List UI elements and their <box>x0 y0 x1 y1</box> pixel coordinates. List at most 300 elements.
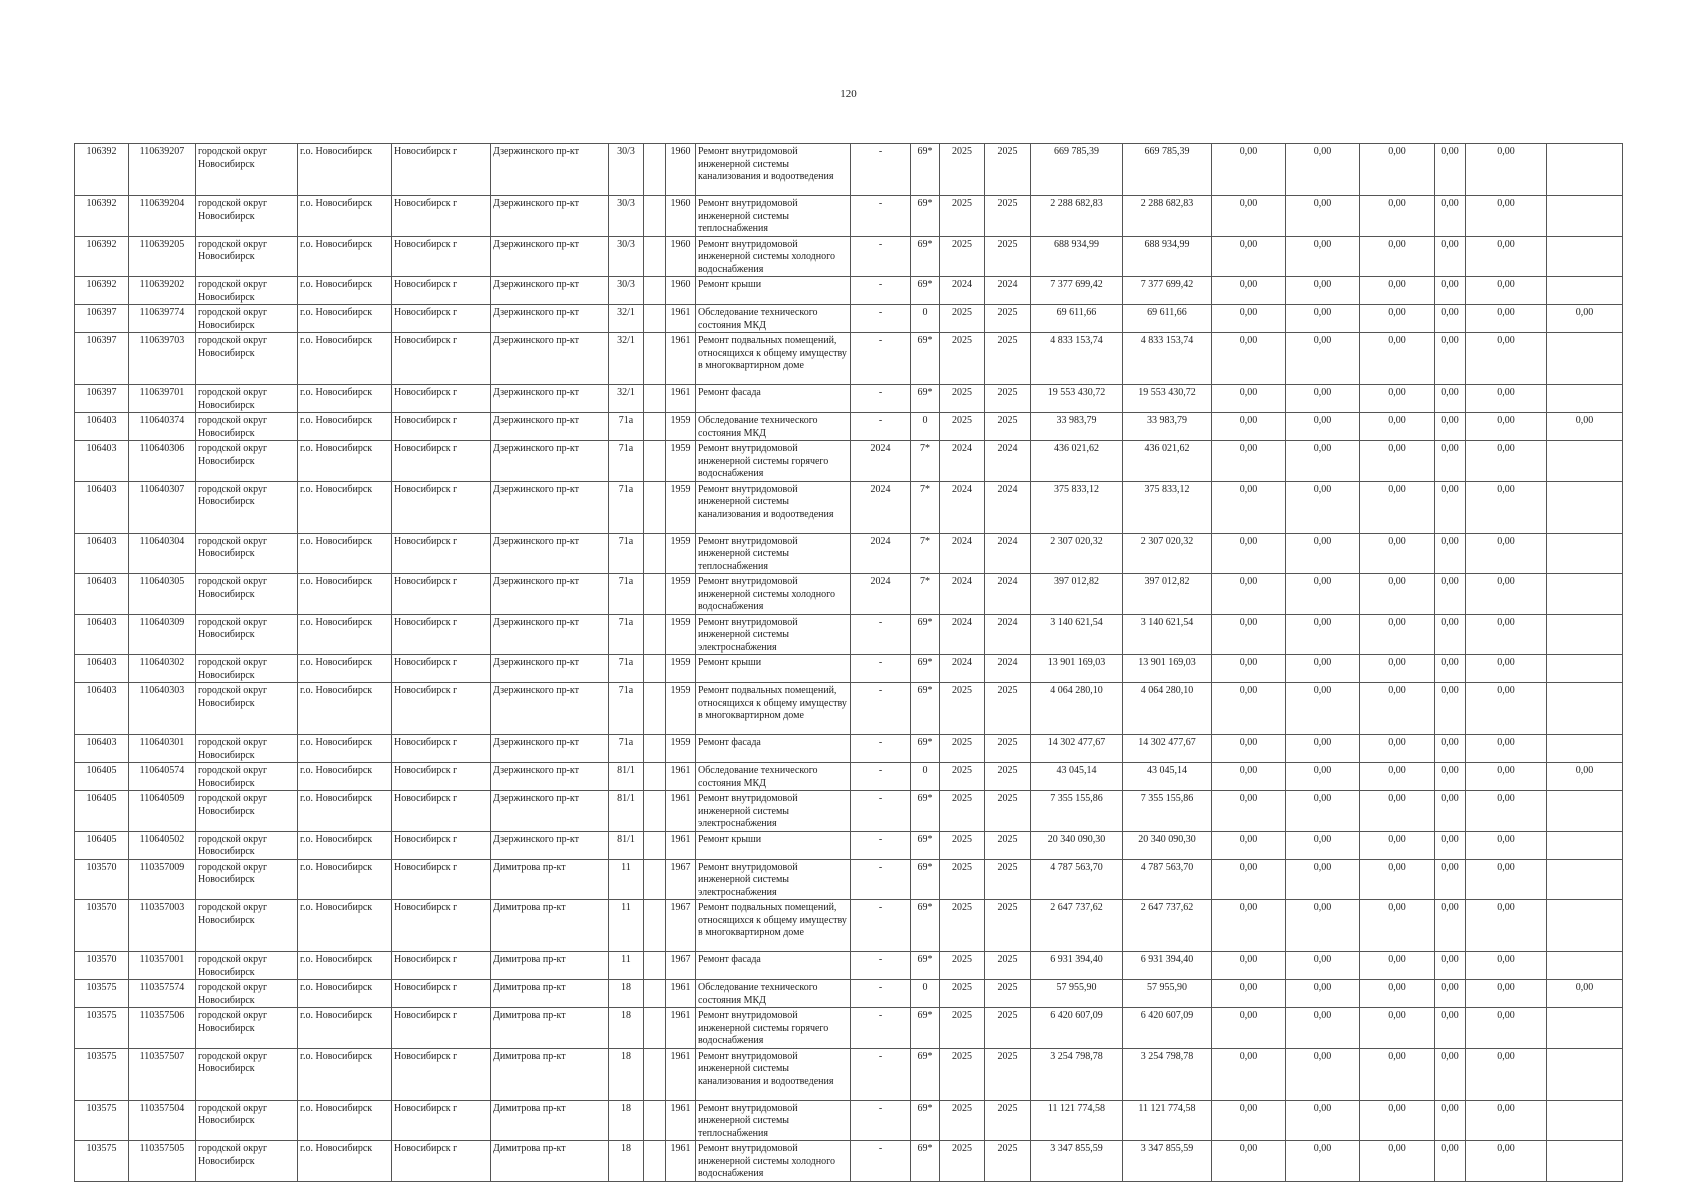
cell-street: Дзержинского пр-кт <box>491 441 609 482</box>
cell-start: 2025 <box>940 236 985 277</box>
cell-v2: 0,00 <box>1286 144 1360 196</box>
cell-v4: 0,00 <box>1435 144 1466 196</box>
cell-city: Новосибирск г <box>392 735 491 763</box>
cell-prev: - <box>851 831 911 859</box>
cell-corp <box>644 980 666 1008</box>
cell-corp <box>644 859 666 900</box>
cell-v6 <box>1547 735 1623 763</box>
cell-end: 2025 <box>985 196 1031 237</box>
cell-v1: 0,00 <box>1212 831 1286 859</box>
cell-v5: 0,00 <box>1466 277 1547 305</box>
cell-year: 1959 <box>666 735 696 763</box>
cell-wear: 69* <box>911 683 940 735</box>
cell-id: 106403 <box>75 481 129 533</box>
cell-total: 33 983,79 <box>1031 413 1123 441</box>
cell-start: 2025 <box>940 859 985 900</box>
cell-code: 110640509 <box>129 791 196 832</box>
cell-id: 106405 <box>75 763 129 791</box>
cell-start: 2024 <box>940 533 985 574</box>
cell-district: городской округ Новосибирск <box>196 791 298 832</box>
cell-id: 106403 <box>75 441 129 482</box>
cell-year: 1961 <box>666 305 696 333</box>
cell-total: 2 288 682,83 <box>1031 196 1123 237</box>
cell-year: 1961 <box>666 791 696 832</box>
cell-v6 <box>1547 481 1623 533</box>
cell-fund: 20 340 090,30 <box>1123 831 1212 859</box>
cell-v6 <box>1547 333 1623 385</box>
cell-wear: 69* <box>911 614 940 655</box>
cell-start: 2025 <box>940 980 985 1008</box>
cell-start: 2025 <box>940 831 985 859</box>
cell-total: 669 785,39 <box>1031 144 1123 196</box>
cell-code: 110640302 <box>129 655 196 683</box>
cell-code: 110639204 <box>129 196 196 237</box>
cell-end: 2024 <box>985 441 1031 482</box>
cell-wear: 69* <box>911 333 940 385</box>
cell-street: Дзержинского пр-кт <box>491 655 609 683</box>
cell-street: Дзержинского пр-кт <box>491 683 609 735</box>
cell-city: Новосибирск г <box>392 791 491 832</box>
cell-v2: 0,00 <box>1286 614 1360 655</box>
cell-total: 4 787 563,70 <box>1031 859 1123 900</box>
cell-v6 <box>1547 614 1623 655</box>
cell-district: городской округ Новосибирск <box>196 333 298 385</box>
cell-v2: 0,00 <box>1286 655 1360 683</box>
table-row <box>75 1141 1623 1182</box>
cell-year: 1959 <box>666 441 696 482</box>
cell-v4: 0,00 <box>1435 385 1466 413</box>
cell-house: 30/3 <box>609 277 644 305</box>
cell-street: Дзержинского пр-кт <box>491 333 609 385</box>
cell-year: 1961 <box>666 831 696 859</box>
cell-wear: 69* <box>911 1008 940 1049</box>
table-row <box>75 277 1623 305</box>
cell-fund: 3 254 798,78 <box>1123 1048 1212 1100</box>
cell-start: 2025 <box>940 900 985 952</box>
cell-work: Ремонт крыши <box>696 655 851 683</box>
cell-district: городской округ Новосибирск <box>196 413 298 441</box>
cell-city: Новосибирск г <box>392 1048 491 1100</box>
cell-id: 106403 <box>75 574 129 615</box>
cell-work: Ремонт внутридомовой инженерной системы горячего водоснабжения <box>696 1008 851 1049</box>
cell-corp <box>644 236 666 277</box>
cell-code: 110639207 <box>129 144 196 196</box>
cell-v6 <box>1547 859 1623 900</box>
cell-district: городской округ Новосибирск <box>196 533 298 574</box>
cell-v4: 0,00 <box>1435 236 1466 277</box>
cell-start: 2024 <box>940 441 985 482</box>
cell-work: Ремонт подвальных помещений, относящихся к общему имуществу в многоквартирном доме <box>696 900 851 952</box>
cell-district: городской округ Новосибирск <box>196 859 298 900</box>
cell-corp <box>644 333 666 385</box>
cell-city: Новосибирск г <box>392 333 491 385</box>
cell-id: 106392 <box>75 236 129 277</box>
cell-v1: 0,00 <box>1212 1048 1286 1100</box>
cell-fund: 436 021,62 <box>1123 441 1212 482</box>
cell-wear: 69* <box>911 952 940 980</box>
cell-house: 71а <box>609 614 644 655</box>
cell-street: Димитрова пр-кт <box>491 952 609 980</box>
cell-code: 110357507 <box>129 1048 196 1100</box>
cell-work: Ремонт внутридомовой инженерной системы холодного водоснабжения <box>696 574 851 615</box>
cell-code: 110640307 <box>129 481 196 533</box>
cell-municipality: г.о. Новосибирск <box>298 413 392 441</box>
cell-work: Ремонт внутридомовой инженерной системы электроснабжения <box>696 859 851 900</box>
cell-v2: 0,00 <box>1286 952 1360 980</box>
cell-v3: 0,00 <box>1360 196 1435 237</box>
cell-house: 11 <box>609 859 644 900</box>
cell-total: 20 340 090,30 <box>1031 831 1123 859</box>
cell-v6 <box>1547 441 1623 482</box>
cell-work: Ремонт внутридомовой инженерной системы канализования и водоотведения <box>696 1048 851 1100</box>
cell-code: 110357001 <box>129 952 196 980</box>
cell-city: Новосибирск г <box>392 574 491 615</box>
cell-end: 2025 <box>985 413 1031 441</box>
table-row <box>75 791 1623 832</box>
cell-v2: 0,00 <box>1286 533 1360 574</box>
table-row <box>75 305 1623 333</box>
cell-municipality: г.о. Новосибирск <box>298 614 392 655</box>
cell-corp <box>644 413 666 441</box>
table-row <box>75 533 1623 574</box>
cell-v4: 0,00 <box>1435 859 1466 900</box>
cell-fund: 688 934,99 <box>1123 236 1212 277</box>
cell-district: городской округ Новосибирск <box>196 614 298 655</box>
cell-v6 <box>1547 1100 1623 1141</box>
cell-wear: 69* <box>911 859 940 900</box>
cell-v2: 0,00 <box>1286 1100 1360 1141</box>
cell-city: Новосибирск г <box>392 831 491 859</box>
cell-total: 43 045,14 <box>1031 763 1123 791</box>
cell-end: 2025 <box>985 900 1031 952</box>
cell-street: Дзержинского пр-кт <box>491 236 609 277</box>
cell-code: 110640374 <box>129 413 196 441</box>
cell-id: 106403 <box>75 614 129 655</box>
table-row <box>75 1100 1623 1141</box>
cell-code: 110639202 <box>129 277 196 305</box>
cell-v5: 0,00 <box>1466 735 1547 763</box>
cell-v1: 0,00 <box>1212 1008 1286 1049</box>
cell-v5: 0,00 <box>1466 481 1547 533</box>
cell-total: 7 377 699,42 <box>1031 277 1123 305</box>
cell-v5: 0,00 <box>1466 413 1547 441</box>
cell-work: Ремонт фасада <box>696 952 851 980</box>
table-row <box>75 1048 1623 1100</box>
cell-end: 2025 <box>985 144 1031 196</box>
cell-v3: 0,00 <box>1360 533 1435 574</box>
cell-total: 2 307 020,32 <box>1031 533 1123 574</box>
cell-v4: 0,00 <box>1435 196 1466 237</box>
cell-prev: - <box>851 980 911 1008</box>
cell-wear: 69* <box>911 277 940 305</box>
cell-code: 110639205 <box>129 236 196 277</box>
cell-end: 2024 <box>985 574 1031 615</box>
cell-street: Дзержинского пр-кт <box>491 196 609 237</box>
cell-id: 103575 <box>75 1048 129 1100</box>
repair-register-table <box>74 143 1623 1182</box>
cell-prev: - <box>851 952 911 980</box>
cell-corp <box>644 900 666 952</box>
cell-v2: 0,00 <box>1286 980 1360 1008</box>
cell-v5: 0,00 <box>1466 683 1547 735</box>
cell-v3: 0,00 <box>1360 277 1435 305</box>
cell-start: 2024 <box>940 614 985 655</box>
cell-end: 2025 <box>985 305 1031 333</box>
table-row <box>75 735 1623 763</box>
cell-v6 <box>1547 791 1623 832</box>
cell-street: Дзержинского пр-кт <box>491 735 609 763</box>
cell-house: 81/1 <box>609 791 644 832</box>
cell-city: Новосибирск г <box>392 980 491 1008</box>
cell-start: 2025 <box>940 683 985 735</box>
cell-v2: 0,00 <box>1286 859 1360 900</box>
cell-work: Обследование технического состояния МКД <box>696 763 851 791</box>
cell-municipality: г.о. Новосибирск <box>298 1100 392 1141</box>
cell-v1: 0,00 <box>1212 413 1286 441</box>
cell-v5: 0,00 <box>1466 1048 1547 1100</box>
cell-fund: 375 833,12 <box>1123 481 1212 533</box>
cell-corp <box>644 683 666 735</box>
cell-street: Димитрова пр-кт <box>491 859 609 900</box>
cell-wear: 69* <box>911 144 940 196</box>
cell-work: Ремонт внутридомовой инженерной системы теплоснабжения <box>696 196 851 237</box>
cell-v5: 0,00 <box>1466 763 1547 791</box>
cell-end: 2025 <box>985 859 1031 900</box>
cell-fund: 33 983,79 <box>1123 413 1212 441</box>
cell-v6 <box>1547 900 1623 952</box>
cell-house: 18 <box>609 1100 644 1141</box>
cell-year: 1961 <box>666 333 696 385</box>
cell-municipality: г.о. Новосибирск <box>298 333 392 385</box>
cell-v6 <box>1547 1008 1623 1049</box>
cell-v1: 0,00 <box>1212 952 1286 980</box>
cell-corp <box>644 1100 666 1141</box>
cell-v5: 0,00 <box>1466 574 1547 615</box>
cell-work: Ремонт фасада <box>696 735 851 763</box>
cell-district: городской округ Новосибирск <box>196 735 298 763</box>
cell-corp <box>644 614 666 655</box>
cell-v2: 0,00 <box>1286 1141 1360 1182</box>
cell-v5: 0,00 <box>1466 1008 1547 1049</box>
cell-fund: 4 064 280,10 <box>1123 683 1212 735</box>
cell-start: 2025 <box>940 413 985 441</box>
cell-house: 18 <box>609 980 644 1008</box>
cell-year: 1959 <box>666 614 696 655</box>
cell-v6 <box>1547 1048 1623 1100</box>
cell-v1: 0,00 <box>1212 441 1286 482</box>
cell-total: 4 064 280,10 <box>1031 683 1123 735</box>
cell-year: 1967 <box>666 859 696 900</box>
cell-id: 106392 <box>75 196 129 237</box>
cell-work: Ремонт подвальных помещений, относящихся к общему имуществу в многоквартирном доме <box>696 333 851 385</box>
table-row <box>75 831 1623 859</box>
cell-v4: 0,00 <box>1435 574 1466 615</box>
table-row <box>75 441 1623 482</box>
cell-wear: 69* <box>911 385 940 413</box>
cell-v6 <box>1547 144 1623 196</box>
cell-street: Димитрова пр-кт <box>491 1141 609 1182</box>
cell-municipality: г.о. Новосибирск <box>298 683 392 735</box>
cell-v4: 0,00 <box>1435 1008 1466 1049</box>
table-row <box>75 952 1623 980</box>
cell-total: 6 931 394,40 <box>1031 952 1123 980</box>
cell-v5: 0,00 <box>1466 791 1547 832</box>
cell-house: 81/1 <box>609 763 644 791</box>
cell-v3: 0,00 <box>1360 735 1435 763</box>
cell-house: 81/1 <box>609 831 644 859</box>
cell-v6 <box>1547 952 1623 980</box>
cell-v5: 0,00 <box>1466 385 1547 413</box>
cell-prev: 2024 <box>851 533 911 574</box>
cell-v6 <box>1547 831 1623 859</box>
table-row <box>75 763 1623 791</box>
cell-v1: 0,00 <box>1212 574 1286 615</box>
cell-corp <box>644 791 666 832</box>
cell-house: 71а <box>609 735 644 763</box>
cell-corp <box>644 441 666 482</box>
cell-municipality: г.о. Новосибирск <box>298 859 392 900</box>
cell-work: Ремонт внутридомовой инженерной системы канализования и водоотведения <box>696 481 851 533</box>
cell-code: 110640502 <box>129 831 196 859</box>
cell-code: 110640303 <box>129 683 196 735</box>
cell-v6: 0,00 <box>1547 763 1623 791</box>
cell-prev: - <box>851 1008 911 1049</box>
cell-code: 110357504 <box>129 1100 196 1141</box>
cell-v5: 0,00 <box>1466 980 1547 1008</box>
cell-corp <box>644 655 666 683</box>
cell-corp <box>644 481 666 533</box>
cell-v4: 0,00 <box>1435 441 1466 482</box>
cell-house: 18 <box>609 1048 644 1100</box>
cell-prev: - <box>851 1048 911 1100</box>
cell-id: 106397 <box>75 385 129 413</box>
cell-municipality: г.о. Новосибирск <box>298 441 392 482</box>
cell-code: 110640574 <box>129 763 196 791</box>
cell-district: городской округ Новосибирск <box>196 831 298 859</box>
cell-start: 2024 <box>940 481 985 533</box>
cell-v2: 0,00 <box>1286 1008 1360 1049</box>
cell-street: Дзержинского пр-кт <box>491 831 609 859</box>
cell-id: 106405 <box>75 791 129 832</box>
cell-municipality: г.о. Новосибирск <box>298 831 392 859</box>
cell-v3: 0,00 <box>1360 791 1435 832</box>
cell-house: 30/3 <box>609 236 644 277</box>
cell-id: 103575 <box>75 1141 129 1182</box>
cell-v5: 0,00 <box>1466 196 1547 237</box>
cell-v4: 0,00 <box>1435 831 1466 859</box>
cell-id: 106392 <box>75 277 129 305</box>
cell-fund: 7 377 699,42 <box>1123 277 1212 305</box>
cell-id: 106405 <box>75 831 129 859</box>
cell-municipality: г.о. Новосибирск <box>298 952 392 980</box>
cell-v1: 0,00 <box>1212 385 1286 413</box>
cell-v3: 0,00 <box>1360 305 1435 333</box>
cell-code: 110640305 <box>129 574 196 615</box>
cell-district: городской округ Новосибирск <box>196 144 298 196</box>
cell-end: 2025 <box>985 385 1031 413</box>
table-row <box>75 385 1623 413</box>
cell-house: 71а <box>609 413 644 441</box>
table-row <box>75 481 1623 533</box>
cell-city: Новосибирск г <box>392 763 491 791</box>
cell-municipality: г.о. Новосибирск <box>298 574 392 615</box>
cell-city: Новосибирск г <box>392 1008 491 1049</box>
cell-v2: 0,00 <box>1286 900 1360 952</box>
table-row <box>75 1008 1623 1049</box>
cell-work: Ремонт подвальных помещений, относящихся к общему имуществу в многоквартирном доме <box>696 683 851 735</box>
cell-municipality: г.о. Новосибирск <box>298 735 392 763</box>
cell-total: 57 955,90 <box>1031 980 1123 1008</box>
cell-house: 71а <box>609 441 644 482</box>
cell-street: Дзержинского пр-кт <box>491 533 609 574</box>
cell-street: Дзержинского пр-кт <box>491 385 609 413</box>
cell-work: Ремонт внутридомовой инженерной системы холодного водоснабжения <box>696 1141 851 1182</box>
cell-fund: 2 288 682,83 <box>1123 196 1212 237</box>
cell-v1: 0,00 <box>1212 305 1286 333</box>
cell-house: 71а <box>609 574 644 615</box>
cell-total: 3 347 855,59 <box>1031 1141 1123 1182</box>
cell-prev: - <box>851 1141 911 1182</box>
cell-city: Новосибирск г <box>392 859 491 900</box>
cell-fund: 2 307 020,32 <box>1123 533 1212 574</box>
cell-start: 2025 <box>940 1008 985 1049</box>
table-row <box>75 574 1623 615</box>
cell-v2: 0,00 <box>1286 481 1360 533</box>
cell-municipality: г.о. Новосибирск <box>298 481 392 533</box>
cell-year: 1961 <box>666 1048 696 1100</box>
cell-fund: 397 012,82 <box>1123 574 1212 615</box>
cell-year: 1959 <box>666 533 696 574</box>
cell-work: Обследование технического состояния МКД <box>696 980 851 1008</box>
cell-street: Димитрова пр-кт <box>491 980 609 1008</box>
cell-house: 11 <box>609 952 644 980</box>
cell-city: Новосибирск г <box>392 952 491 980</box>
cell-street: Дзержинского пр-кт <box>491 574 609 615</box>
cell-end: 2025 <box>985 763 1031 791</box>
cell-id: 103570 <box>75 859 129 900</box>
cell-city: Новосибирск г <box>392 900 491 952</box>
cell-v2: 0,00 <box>1286 236 1360 277</box>
cell-v4: 0,00 <box>1435 980 1466 1008</box>
cell-end: 2024 <box>985 655 1031 683</box>
cell-start: 2024 <box>940 574 985 615</box>
cell-district: городской округ Новосибирск <box>196 1141 298 1182</box>
cell-year: 1960 <box>666 236 696 277</box>
cell-work: Ремонт внутридомовой инженерной системы теплоснабжения <box>696 1100 851 1141</box>
cell-street: Дзержинского пр-кт <box>491 305 609 333</box>
cell-v4: 0,00 <box>1435 763 1466 791</box>
cell-start: 2025 <box>940 791 985 832</box>
cell-municipality: г.о. Новосибирск <box>298 277 392 305</box>
table-row <box>75 859 1623 900</box>
cell-year: 1960 <box>666 277 696 305</box>
cell-fund: 43 045,14 <box>1123 763 1212 791</box>
cell-id: 106403 <box>75 735 129 763</box>
cell-v4: 0,00 <box>1435 900 1466 952</box>
cell-wear: 0 <box>911 413 940 441</box>
cell-start: 2024 <box>940 655 985 683</box>
cell-wear: 69* <box>911 735 940 763</box>
cell-v3: 0,00 <box>1360 655 1435 683</box>
cell-id: 103575 <box>75 1100 129 1141</box>
cell-city: Новосибирск г <box>392 441 491 482</box>
cell-v5: 0,00 <box>1466 236 1547 277</box>
cell-corp <box>644 196 666 237</box>
cell-total: 19 553 430,72 <box>1031 385 1123 413</box>
cell-wear: 7* <box>911 481 940 533</box>
cell-v5: 0,00 <box>1466 333 1547 385</box>
cell-district: городской округ Новосибирск <box>196 236 298 277</box>
